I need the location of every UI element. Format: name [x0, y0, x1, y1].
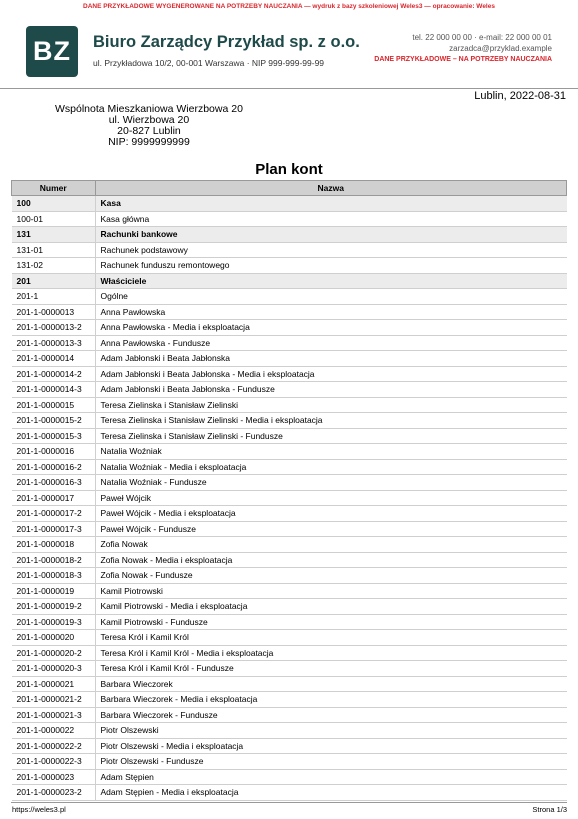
- company-contact: [374, 32, 552, 65]
- account-name: Rachunki bankowe: [95, 227, 567, 243]
- document-date: Lublin, 2022-08-31: [474, 90, 566, 102]
- account-number: 201-1-0000014-3: [12, 382, 96, 398]
- account-name: Natalia Woźniak - Fundusze: [95, 475, 567, 491]
- table-row: [12, 211, 567, 227]
- account-number: 201-1-0000015-2: [12, 413, 96, 429]
- header-name: Nazwa: [95, 181, 567, 196]
- account-number: 131: [12, 227, 96, 243]
- account-number: 100: [12, 196, 96, 212]
- footer-url: https://weles3.pl: [12, 805, 66, 814]
- table-row: [12, 769, 567, 785]
- account-number: 201-1: [12, 289, 96, 305]
- table-row: [12, 351, 567, 367]
- document-title: Plan kont: [255, 161, 323, 178]
- table-header-row: [12, 181, 567, 196]
- account-name: Ogólne: [95, 289, 567, 305]
- header-divider: [0, 88, 578, 89]
- account-number: 201-1-0000016: [12, 444, 96, 460]
- account-number: 201-1-0000022-2: [12, 738, 96, 754]
- company-name: Biuro Zarządcy Przykład sp. z o.o.: [93, 33, 360, 51]
- account-number: 201-1-0000020-2: [12, 645, 96, 661]
- table-row: [12, 413, 567, 429]
- account-name: Kasa główna: [95, 211, 567, 227]
- account-name: Barbara Wieczorek: [95, 676, 567, 692]
- account-name: Teresa Król i Kamil Król: [95, 630, 567, 646]
- account-name: Kamil Piotrowski - Fundusze: [95, 614, 567, 630]
- table-row: [12, 754, 567, 770]
- table-row: [12, 258, 567, 274]
- addressee-line: ul. Wierzbowa 20: [108, 114, 190, 126]
- table-row: [12, 521, 567, 537]
- account-name: Kamil Piotrowski: [95, 583, 567, 599]
- account-number: 201-1-0000022: [12, 723, 96, 739]
- table-row: [12, 475, 567, 491]
- account-name: Paweł Wójcik - Media i eksploatacja: [95, 506, 567, 522]
- addressee-line: Wspólnota Mieszkaniowa Wierzbowa 20: [55, 103, 243, 115]
- table-row: [12, 723, 567, 739]
- company-logo: BZ: [26, 26, 78, 77]
- account-number: 201-1-0000017: [12, 490, 96, 506]
- account-number: 201-1-0000017-3: [12, 521, 96, 537]
- table-row: [12, 335, 567, 351]
- account-name: Teresa Zielinska i Stanisław Zielinski: [95, 397, 567, 413]
- account-number: 201-1-0000021-2: [12, 692, 96, 708]
- table-row: [12, 630, 567, 646]
- chart-of-accounts-table: [11, 180, 567, 801]
- account-name: Anna Pawłowska: [95, 304, 567, 320]
- account-number: 131-02: [12, 258, 96, 274]
- table-row: [12, 320, 567, 336]
- table-row: [12, 196, 567, 212]
- table-row: [12, 289, 567, 305]
- table-row: [12, 738, 567, 754]
- contact-line-1: tel. 22 000 00 00 · e-mail: 22 000 00 01: [412, 33, 552, 42]
- account-name: Adam Jabłonski i Beata Jabłonska: [95, 351, 567, 367]
- account-name: Adam Jabłonski i Beata Jabłonska - Media i eksploatacja: [95, 366, 567, 382]
- table-row: [12, 382, 567, 398]
- table-row: [12, 599, 567, 615]
- addressee-block: [55, 104, 243, 148]
- account-number: 131-01: [12, 242, 96, 258]
- account-name: Kasa: [95, 196, 567, 212]
- account-number: 201-1-0000018: [12, 537, 96, 553]
- account-number: 201-1-0000021: [12, 676, 96, 692]
- account-name: Natalia Woźniak: [95, 444, 567, 460]
- account-name: Zofia Nowak - Media i eksploatacja: [95, 552, 567, 568]
- account-name: Teresa Zielinska i Stanisław Zielinski - Media i eksploatacja: [95, 413, 567, 429]
- table-row: [12, 444, 567, 460]
- company-address: ul. Przykładowa 10/2, 00-001 Warszawa · NIP 999-999-99-99: [93, 58, 325, 68]
- table-row: [12, 614, 567, 630]
- account-number: 201-1-0000023-2: [12, 785, 96, 801]
- account-number: 201-1-0000018-3: [12, 568, 96, 584]
- table-row: [12, 537, 567, 553]
- account-number: 201-1-0000015-3: [12, 428, 96, 444]
- account-name: Barbara Wieczorek - Fundusze: [95, 707, 567, 723]
- account-number: 201-1-0000013-2: [12, 320, 96, 336]
- account-number: 201-1-0000019: [12, 583, 96, 599]
- account-name: Adam Stępien - Media i eksploatacja: [95, 785, 567, 801]
- account-name: Anna Pawłowska - Fundusze: [95, 335, 567, 351]
- contact-line-2: zarzadca@przyklad.example: [449, 44, 552, 53]
- table-row: [12, 645, 567, 661]
- account-number: 201: [12, 273, 96, 289]
- account-number: 201-1-0000019-3: [12, 614, 96, 630]
- account-name: Właściciele: [95, 273, 567, 289]
- account-number: 201-1-0000023: [12, 769, 96, 785]
- table-row: [12, 227, 567, 243]
- account-number: 201-1-0000014-2: [12, 366, 96, 382]
- account-number: 201-1-0000019-2: [12, 599, 96, 615]
- table-row: [12, 707, 567, 723]
- account-number: 201-1-0000021-3: [12, 707, 96, 723]
- account-name: Zofia Nowak - Fundusze: [95, 568, 567, 584]
- table-row: [12, 490, 567, 506]
- table-row: [12, 692, 567, 708]
- table-row: [12, 273, 567, 289]
- table-row: [12, 242, 567, 258]
- account-name: Piotr Olszewski - Fundusze: [95, 754, 567, 770]
- account-name: Piotr Olszewski: [95, 723, 567, 739]
- account-number: 201-1-0000016-2: [12, 459, 96, 475]
- account-name: Rachunek funduszu remontowego: [95, 258, 567, 274]
- sample-data-notice: DANE PRZYKŁADOWE – NA POTRZEBY NAUCZANIA: [374, 56, 552, 63]
- account-number: 201-1-0000017-2: [12, 506, 96, 522]
- account-number: 100-01: [12, 211, 96, 227]
- account-name: Kamil Piotrowski - Media i eksploatacja: [95, 599, 567, 615]
- addressee-line: NIP: 9999999999: [108, 136, 190, 148]
- table-row: [12, 785, 567, 801]
- account-number: 201-1-0000022-3: [12, 754, 96, 770]
- account-name: Anna Pawłowska - Media i eksploatacja: [95, 320, 567, 336]
- account-number: 201-1-0000014: [12, 351, 96, 367]
- account-name: Barbara Wieczorek - Media i eksploatacja: [95, 692, 567, 708]
- account-number: 201-1-0000013-3: [12, 335, 96, 351]
- table-row: [12, 304, 567, 320]
- account-name: Rachunek podstawowy: [95, 242, 567, 258]
- table-row: [12, 583, 567, 599]
- account-name: Paweł Wójcik - Fundusze: [95, 521, 567, 537]
- account-number: 201-1-0000020-3: [12, 661, 96, 677]
- account-number: 201-1-0000013: [12, 304, 96, 320]
- table-row: [12, 459, 567, 475]
- account-number: 201-1-0000016-3: [12, 475, 96, 491]
- account-name: Teresa Zielinska i Stanisław Zielinski - Fundusze: [95, 428, 567, 444]
- account-name: Paweł Wójcik: [95, 490, 567, 506]
- table-row: [12, 506, 567, 522]
- account-name: Adam Jabłonski i Beata Jabłonska - Fundusze: [95, 382, 567, 398]
- table-row: [12, 397, 567, 413]
- account-name: Adam Stępien: [95, 769, 567, 785]
- header-number: Numer: [12, 181, 96, 196]
- table-row: [12, 676, 567, 692]
- table-row: [12, 661, 567, 677]
- table-row: [12, 568, 567, 584]
- account-name: Piotr Olszewski - Media i eksploatacja: [95, 738, 567, 754]
- top-banner: DANE PRZYKŁADOWE WYGENEROWANE NA POTRZEBY NAUCZANIA — wydruk z bazy szkoleniowej Weles3 — opracowanie: Weles: [83, 3, 495, 10]
- footer-page-number: Strona 1/3: [532, 805, 567, 814]
- account-number: 201-1-0000015: [12, 397, 96, 413]
- footer-divider: [11, 802, 567, 803]
- addressee-line: 20-827 Lublin: [117, 125, 181, 137]
- account-number: 201-1-0000018-2: [12, 552, 96, 568]
- account-name: Zofia Nowak: [95, 537, 567, 553]
- account-number: 201-1-0000020: [12, 630, 96, 646]
- table-row: [12, 366, 567, 382]
- account-name: Teresa Król i Kamil Król - Media i eksploatacja: [95, 645, 567, 661]
- account-name: Natalia Woźniak - Media i eksploatacja: [95, 459, 567, 475]
- table-row: [12, 552, 567, 568]
- table-row: [12, 428, 567, 444]
- account-name: Teresa Król i Kamil Król - Fundusze: [95, 661, 567, 677]
